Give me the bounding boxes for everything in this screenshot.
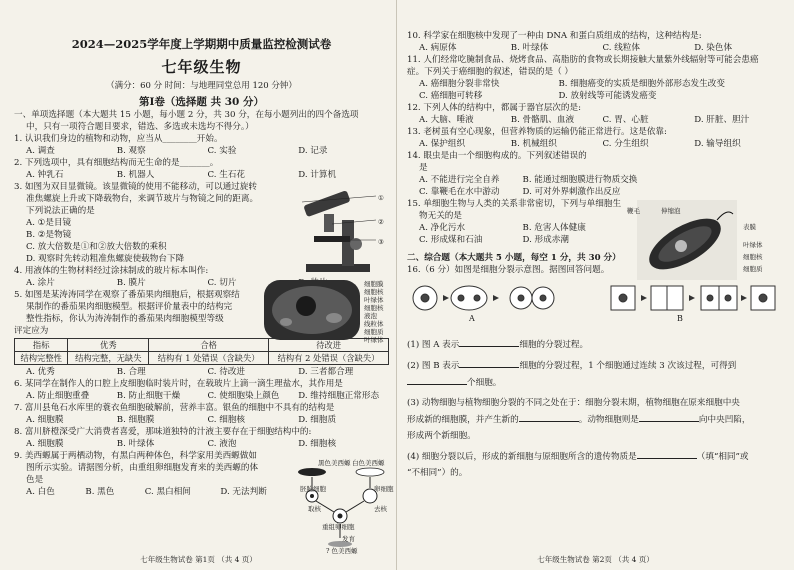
question-12: 12. 下列人体的结构中，都属于器官层次的是:	[407, 103, 581, 113]
question-1-options	[14, 145, 389, 157]
q16-part1-text: 细胞的分裂过程。	[519, 340, 589, 350]
option[interactable]: D. 形成赤潮	[522, 235, 569, 245]
instructions-line: 一、单项选择题（本大题共 15 小题，每小题 2 分，共 30 分，在每小题列出的四个备选项	[14, 110, 359, 120]
figure-label: 去核	[374, 505, 387, 513]
option[interactable]: A. 细胞膜	[26, 439, 64, 449]
option[interactable]: C. 形成煤和石油	[419, 235, 483, 245]
q16-part3-line	[407, 413, 786, 426]
q16-part1	[407, 338, 786, 351]
option[interactable]: C. 靠鞭毛在水中游动	[419, 187, 500, 197]
option[interactable]: A. 不能进行完全自养	[419, 175, 500, 185]
q16-part2	[407, 359, 786, 372]
question-14: 14. 眼虫是由一个细胞构成的。下列叙述错误的	[407, 151, 587, 161]
figure-label: 叶绿体	[743, 241, 763, 249]
exam-title: 2024—2025学年度上学期期中质量监控检测试卷	[71, 37, 332, 51]
cell-division-labels	[407, 314, 786, 332]
option[interactable]: D. 观察时先转动粗准焦螺旋使载物台下降	[26, 254, 185, 264]
figure-label: 细胞核	[364, 288, 384, 296]
figure-label: 重组卵细胞	[322, 523, 355, 531]
option[interactable]: A. 防止细胞重叠	[26, 391, 90, 401]
question-6: 6. 某同学在制作人的口腔上皮细胞临时装片时，在载玻片上滴一滴生理盐水，其作用是	[14, 379, 343, 389]
question-9-line: 图所示实验。请据图分析，由重组卵细胞发育来的美西螈的体	[26, 463, 259, 473]
option[interactable]: B. 机械组织	[510, 139, 557, 149]
q16-part4-text: (4) 细胞分裂以后，形成的新细胞与原细胞所含的遗传物质是	[407, 452, 637, 462]
question-3-line: 下列说法正确的是	[26, 206, 95, 216]
q16-part3-text: 。动物细胞则是	[578, 415, 639, 425]
option[interactable]: C. 液泡	[207, 439, 237, 449]
figure-label: ③	[378, 238, 384, 246]
question-4: 4. 用液体的生物材料经过涂抹制成的玻片标本叫作:	[14, 266, 209, 276]
figure-label: 细胞质	[743, 265, 763, 273]
euglena-figure	[637, 200, 737, 280]
option[interactable]: B. 细胞癌变的实质是细胞外部形态发生改变	[558, 79, 725, 89]
option[interactable]: A. 细胞膜	[26, 415, 64, 425]
option[interactable]: B. 防止细胞干燥	[116, 391, 181, 401]
option[interactable]: C. 癌细胞可转移	[419, 91, 483, 101]
option[interactable]: C. 胃、心脏	[602, 115, 649, 125]
q16-part1-text: (1) 图 A 表示	[407, 340, 460, 350]
q16-part3: (3) 动物细胞与植物细胞分裂的不同之处在于：细胞分裂末期，植物细胞在原来细胞中央	[407, 398, 740, 408]
figure-label: 细胞质	[364, 328, 384, 336]
question-1: 1. 认识我们身边的植物和动物，应当从________开始。	[14, 134, 223, 144]
option[interactable]: D. 输导组织	[694, 139, 741, 149]
question-11-options	[407, 78, 786, 90]
figure-label: 白色美西螈	[352, 459, 385, 467]
option[interactable]: B. 叶绿体	[116, 439, 155, 449]
option[interactable]: A. ①是目镜	[26, 218, 72, 228]
question-8-options	[14, 438, 389, 450]
question-3-line: 准焦螺旋上升或下降载物台，来调节玻片与物镜之间的距离。	[26, 194, 259, 204]
q16-part4-text: （填“相同”或	[696, 452, 749, 462]
option[interactable]: D. 三者都合理	[298, 367, 354, 377]
option[interactable]: D. 细胞核	[298, 439, 337, 449]
figure-label: 胚胎细胞	[300, 485, 326, 493]
question-11-line: 症。下列关于癌细胞的叙述，错误的是（ ）	[407, 67, 574, 77]
q16-part2-text: 个细胞。	[467, 378, 502, 388]
q16-part3b: 形成两个新细胞。	[407, 431, 476, 441]
option[interactable]: C. 切片	[207, 278, 237, 288]
q16-part2b	[407, 376, 786, 389]
question-7-options	[14, 414, 389, 426]
question-10-options	[407, 42, 786, 54]
q16-part4b: “不相同”）的。	[407, 468, 468, 478]
answer-blank[interactable]	[639, 413, 699, 422]
question-5-line: 整性指标，你认为涛涛制作的番茄果肉细胞模型等级	[26, 314, 224, 324]
option[interactable]: A. 白色	[26, 487, 55, 497]
option[interactable]: B. 观察	[116, 146, 146, 156]
question-6-options	[14, 390, 389, 402]
page-2	[397, 0, 794, 570]
table-cell: 结构有 2 处错误（含缺失）	[269, 352, 389, 365]
microscope-figure	[296, 190, 386, 274]
figure-label: 液泡	[364, 312, 377, 320]
question-9: 9. 美西螈属于两栖动物，有黑白两种体色，科学家用美西螈做如	[14, 451, 257, 461]
cell-division-figure	[411, 280, 781, 320]
option[interactable]: B. 机器人	[116, 170, 155, 180]
question-3: 3. 如图为双目显微镜。该显微镜的使用不能移动，可以通过旋转	[14, 182, 257, 192]
option[interactable]: C. 使细胞染上颜色	[207, 391, 280, 401]
option[interactable]: A. 净化污水	[419, 223, 466, 233]
option[interactable]: D. 细胞质	[298, 415, 337, 425]
option[interactable]: A. 优秀	[26, 367, 55, 377]
question-15-line: 物无关的是	[419, 211, 462, 221]
question-9-options	[14, 486, 296, 498]
q16-part2-text: 细胞的分裂过程，1 个细胞通过连续 3 次该过程，可得到	[519, 361, 737, 371]
table-cell: 结构完整，无缺失	[68, 352, 149, 365]
evaluation-table	[14, 338, 389, 365]
option[interactable]: B. ②是物镜	[26, 230, 72, 240]
table-header: 指标	[15, 339, 68, 352]
part2-title: 二、综合题（本大题共 5 小题，每空 1 分，共 30 分）	[407, 253, 621, 263]
figure-label: 细胞核	[743, 253, 763, 261]
page-footer: 七年级生物试卷 第2页 （共 4 页）	[537, 555, 654, 564]
figure-label: ①	[378, 194, 384, 202]
question-15-options	[407, 222, 649, 234]
option[interactable]: C. 待改进	[207, 367, 246, 377]
figure-label: 鞭毛	[627, 207, 640, 215]
question-14-options	[407, 174, 649, 186]
table-header: 待改进	[269, 339, 389, 352]
question-13-options	[407, 138, 786, 150]
table-header: 合格	[149, 339, 269, 352]
subject-title: 七年级生物	[161, 58, 242, 76]
option[interactable]: C. 线粒体	[602, 43, 641, 53]
option[interactable]: D. 计算机	[298, 170, 337, 180]
q16-part4	[407, 450, 786, 463]
exam-meta: （满分：60 分 时间：与地理同堂总用 120 分钟）	[106, 81, 297, 91]
question-16: 16.（6 分）如图是细胞分裂示意图。据图回答问题。	[407, 265, 610, 275]
question-11: 11. 人们经常吃腌制食品、烧烤食品、高脂肪的食物或长期接触大量紫外线辐射等可能会患癌	[407, 55, 759, 65]
option[interactable]: B. 骨骼肌、血液	[510, 115, 575, 125]
question-2-options	[14, 169, 389, 181]
question-13: 13. 老树虽有空心现象，但营养物质的运输仍能正常进行。这是依靠:	[407, 127, 667, 137]
option[interactable]: D. 染色体	[694, 43, 733, 53]
figure-label: A	[469, 314, 475, 323]
page-footer: 七年级生物试卷 第1页 （共 4 页）	[140, 555, 257, 564]
question-8: 8. 富川脐橙深受广大消费者喜爱，那味道独特的汁液主要存在于细胞结构中的:	[14, 427, 312, 437]
option[interactable]: D. 维持细胞正常形态	[298, 391, 380, 401]
option[interactable]: D. 记录	[298, 146, 328, 156]
option[interactable]: A. 大脑、唾液	[419, 115, 474, 125]
question-5-options	[14, 366, 389, 378]
option[interactable]: D. 放射线等可能诱发癌变	[558, 91, 657, 101]
option[interactable]: A. 保护组织	[419, 139, 466, 149]
option[interactable]: B. 危害人体健康	[522, 223, 586, 233]
question-12-options	[407, 114, 786, 126]
option[interactable]: C. 黑白相间	[144, 487, 191, 497]
question-15: 15. 单细胞生物与人类的关系非常密切，下列与单细胞生	[407, 199, 622, 209]
answer-blank[interactable]	[519, 413, 579, 422]
question-14-line: 是	[419, 163, 428, 173]
figure-label: 细胞膜	[364, 280, 384, 288]
option[interactable]: C. 生石花	[207, 170, 246, 180]
option[interactable]: B. 细胞膜	[116, 415, 155, 425]
table-row	[15, 352, 389, 365]
answer-blank[interactable]	[407, 376, 467, 385]
figure-label: 细胞核	[364, 304, 384, 312]
option[interactable]: B. 膜片	[116, 278, 146, 288]
option[interactable]: A. 钟乳石	[26, 170, 64, 180]
option[interactable]: B. 合理	[116, 367, 146, 377]
option[interactable]: A. 涂片	[26, 278, 55, 288]
option[interactable]: C. 实验	[207, 146, 237, 156]
question-15-options	[407, 234, 649, 246]
figure-label: 表膜	[743, 223, 756, 231]
question-5-line: 评定应为	[14, 326, 49, 336]
option[interactable]: D. 可对外界刺激作出反应	[522, 187, 621, 197]
question-2: 2. 下列选项中，具有细胞结构而无生命的是_______。	[14, 158, 219, 168]
q16-part3-text: 形成新的细胞膜，并产生新的	[407, 415, 519, 425]
figure-label: ? 色美西螈	[326, 547, 358, 555]
question-5-line: 果制作的番茄果肉细胞模型。根据评价量表中的结构完	[26, 302, 233, 312]
figure-label: 叶绿体	[364, 296, 384, 304]
option[interactable]: C. 细胞核	[207, 415, 246, 425]
answer-blank[interactable]	[637, 450, 697, 459]
table-header: 优秀	[68, 339, 149, 352]
figure-label: 取核	[308, 505, 321, 513]
part1-title: 第Ⅰ卷（选择题 共 30 分）	[139, 96, 264, 108]
question-14-options	[407, 186, 649, 198]
question-9-line: 色是	[26, 475, 44, 485]
table-cell: 结构有 1 处错误（含缺失）	[149, 352, 269, 365]
q16-part3-text: 向中央凹陷，	[698, 415, 751, 425]
figure-label: 卵细胞	[374, 485, 394, 493]
question-10: 10. 科学家在细胞核中发现了一种由 DNA 和蛋白质组成的结构，这种结构是:	[407, 31, 702, 41]
figure-label: 黑色美西螈	[318, 459, 351, 467]
figure-label: 线粒体	[364, 320, 384, 328]
option[interactable]: C. 分生组织	[602, 139, 649, 149]
option[interactable]: B. 黑色	[85, 487, 115, 497]
option[interactable]: B. 能通过细胞膜进行物质交换	[522, 175, 638, 185]
figure-label: 叶绿体	[364, 336, 384, 344]
question-5: 5. 如图是某涛涛同学在观察了番茄果肉细胞后，根据观察结	[14, 290, 240, 300]
option[interactable]: D. 肝脏、胆汁	[694, 115, 750, 125]
option[interactable]: D. 无法判断	[220, 487, 267, 497]
answer-blank[interactable]	[459, 338, 519, 347]
instructions-line: 中，只有一项符合题目要求，错选、多选或未选均不得分。）	[26, 122, 254, 132]
question-7: 7. 富川县龟石水库里的蓑衣鱼细胞破解前，营养丰富。银鱼的细胞中不具有的结构是	[14, 403, 335, 413]
q16-part2-text: (2) 图 B 表示	[407, 361, 460, 371]
option[interactable]: A. 癌细胞分裂非常快	[419, 79, 500, 89]
table-cell: 结构完整性	[15, 352, 68, 365]
option[interactable]: A. 病原体	[419, 43, 457, 53]
option[interactable]: C. 放大倍数是①和②放大倍数的乘积	[26, 242, 167, 252]
option[interactable]: B. 叶绿体	[510, 43, 549, 53]
figure-label: B	[677, 314, 683, 323]
figure-label: 伸缩泡	[661, 207, 681, 215]
figure-label: 发育	[342, 535, 355, 543]
cell-model-figure	[262, 278, 362, 342]
figure-label: ②	[378, 218, 384, 226]
answer-blank[interactable]	[459, 359, 519, 368]
question-11-options	[407, 90, 786, 102]
option[interactable]: A. 调查	[26, 146, 55, 156]
